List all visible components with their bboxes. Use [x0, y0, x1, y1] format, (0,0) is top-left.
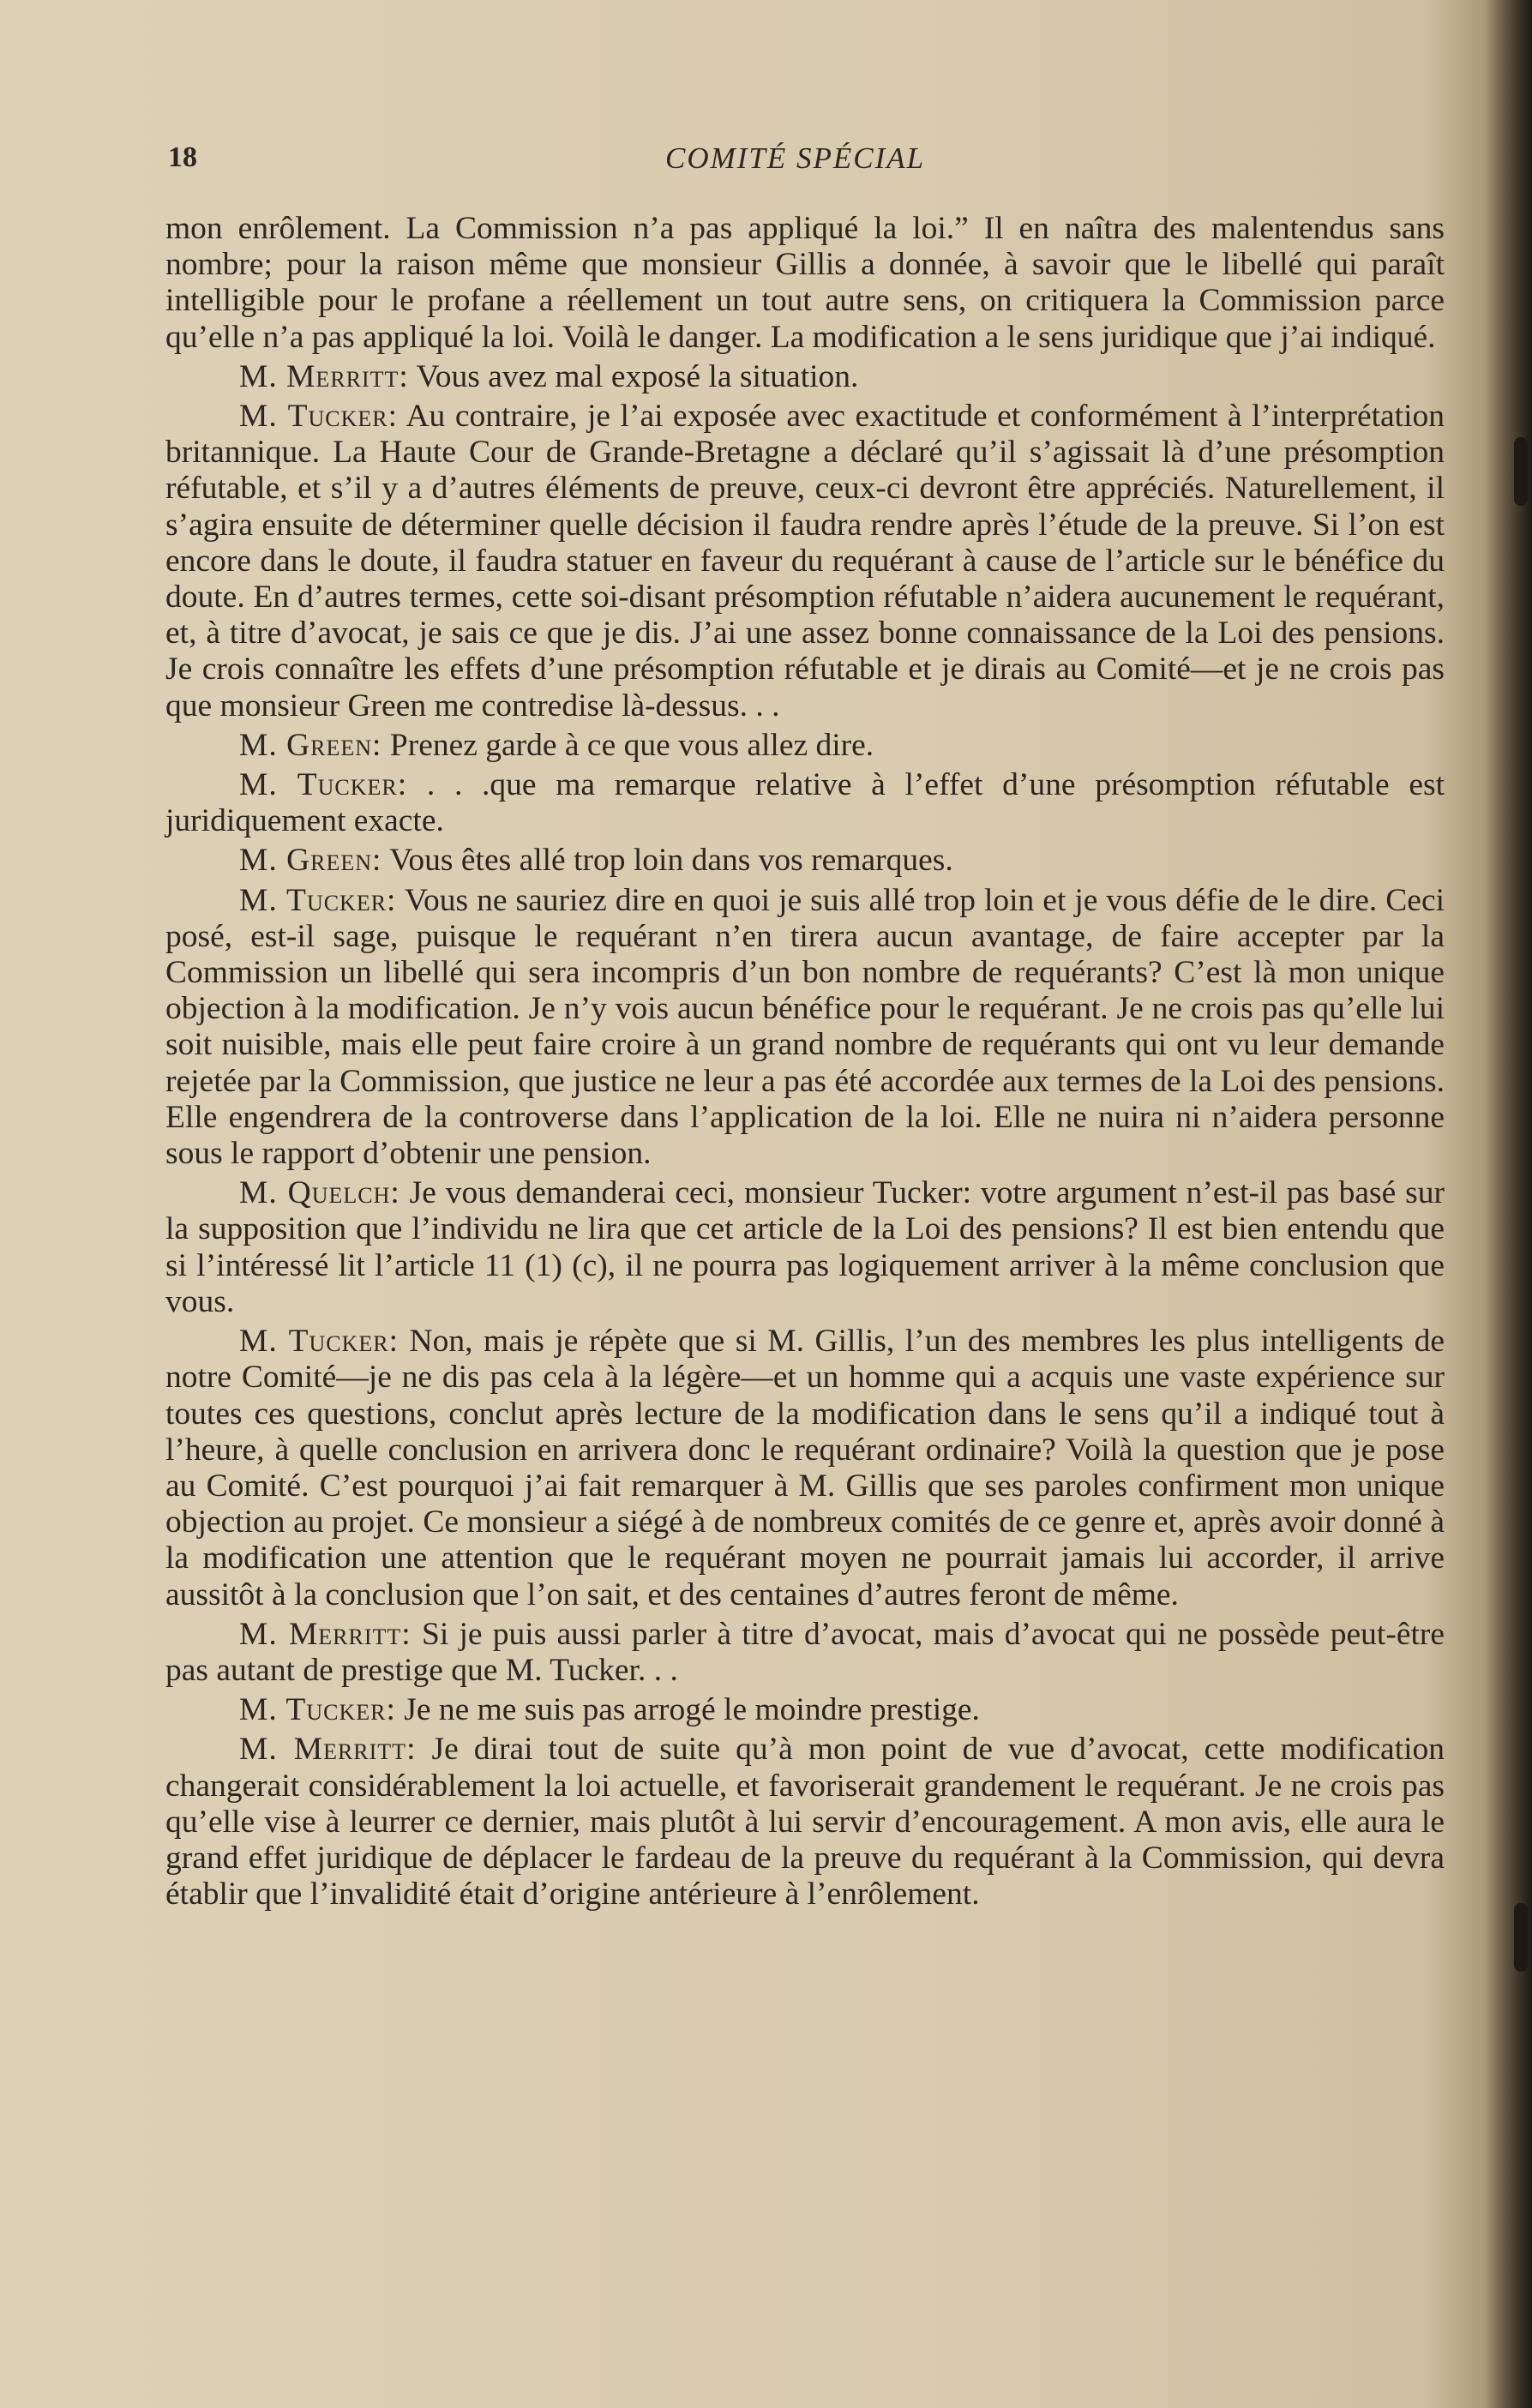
paragraph: [165, 211, 1445, 356]
paragraph: [165, 1175, 1445, 1320]
speaker-name: M. Tucker:: [239, 1692, 396, 1728]
paragraph: [165, 883, 1445, 1173]
paragraph-text: Si je puis aussi parler à titre d’avocat, mais d’avocat qui ne possède peut-être pas autant de prestige que M. Tucker. . .: [165, 1616, 1445, 1688]
speaker-name: M. Tucker:: [239, 399, 399, 435]
paragraph: [165, 359, 1445, 395]
body-text: [165, 211, 1445, 1916]
paragraph: [165, 1692, 1445, 1728]
paragraph-text: Vous êtes allé trop loin dans vos remarques.: [389, 843, 953, 879]
paragraph-text: Vous avez mal exposé la situation.: [416, 358, 859, 394]
speaker-name: M. Tucker:: [239, 1324, 400, 1360]
paragraph: [165, 1732, 1445, 1913]
binding-shadow: [1485, 0, 1532, 2408]
paragraph: [165, 1617, 1445, 1689]
paragraph-text: Vous ne sauriez dire en quoi je suis allé trop loin et je vous défie de le dire. Ceci posé, est-il sage, puisque le requérant n’en tirera aucun avantage, de faire accepter par la Commission un libellé qui sera incompris d’un bon nombre de requérants? C’est là mon unique objection à la modification. Je n’y vois aucun bénéfice pour le requérant. Je ne crois pas qu’elle lui soit nuisible, mais elle peut faire croire à un grand nombre de requérants qui ont vu leur demande rejetée par la Commission, que justice ne leur a pas été accordée aux termes de la Loi des pensions. Elle engendrera de la controverse dans l’application de la loi. Elle ne nuira ni n’aidera personne sous le rapport d’obtenir une pension.: [165, 882, 1445, 1172]
paragraph-text: Je ne me suis pas arrogé le moindre prestige.: [404, 1692, 980, 1728]
speaker-name: M. Quelch:: [239, 1175, 400, 1211]
speaker-name: M. Tucker:: [239, 767, 408, 803]
paragraph-text: Je dirai tout de suite qu’à mon point de vue d’avocat, cette modification changerait considérablement la loi actuelle, et favoriserait grandement le requérant. Je ne crois pas qu’elle vise à leurrer ce dernier, mais plutôt à lui servir d’encouragement. A mon avis, elle aura le grand effet juridique de déplacer le fardeau de la preuve du requérant à la Commission, qui devra établir que l’invalidité était d’origine antérieure à l’enrôlement.: [165, 1732, 1445, 1913]
speaker-name: M. Green:: [239, 727, 382, 763]
speaker-name: M. Tucker:: [239, 882, 397, 918]
paragraph-text: Non, mais je répète que si M. Gillis, l’un des membres les plus intelligents de notre Comité—je ne dis pas cela à la légère—et un homme qui a acquis une vaste expérience sur toutes ces questions, conclut après lecture de la modification dans le sens qu’il a indiqué tout à l’heure, à quelle conclusion en arrivera donc le requérant ordinaire? Voilà la question que je pose au Comité. C’est pourquoi j’ai fait remarquer à M. Gillis que ses paroles confirment mon unique objection au projet. Ce monsieur a siégé à de nombreux comités de ce genre et, après avoir donné à la modification une attention que le requérant moyen ne pourrait jamais lui accorder, il arrive aussitôt à la conclusion que l’on sait, et des centaines d’autres feront de même.: [165, 1324, 1445, 1612]
binding-hole: [1514, 1903, 1528, 1972]
paragraph-text: . . .que ma remarque relative à l’effet d’une présomption réfutable est juridiquement exacte.: [165, 767, 1445, 839]
speaker-name: M. Merritt:: [239, 1616, 412, 1652]
paragraph: [165, 1324, 1445, 1613]
speaker-name: M. Merritt:: [239, 1732, 417, 1768]
paragraph-text: mon enrôlement. La Commission n’a pas appliqué la loi.” Il en naîtra des malentendus sans nombre; pour la raison même que monsieur Gillis a donnée, à savoir que le libellé qui paraît intelligible pour le profane a réellement un tout autre sens, on critiquera la Commission parce qu’elle n’a pas appliqué la loi. Voilà le danger. La modification a le sens juridique que j’ai indiqué.: [165, 211, 1445, 355]
paragraph-text: Je vous demanderai ceci, monsieur Tucker: votre argument n’est-il pas basé sur la supposition que l’individu ne lira que cet article de la Loi des pensions? Il est bien entendu que si l’intéressé lit l’article 11 (1) (c), il ne pourra pas logiquement arriver à la même conclusion que vous.: [165, 1175, 1445, 1319]
page-header: [168, 141, 1454, 184]
paragraph: [165, 843, 1445, 879]
paragraph: [165, 728, 1445, 764]
page-number: 18: [168, 141, 197, 173]
speaker-name: M. Merritt:: [239, 358, 409, 394]
speaker-name: M. Green:: [239, 843, 382, 879]
paragraph: [165, 399, 1445, 724]
binding-hole: [1514, 437, 1528, 506]
paragraph-text: Prenez garde à ce que vous allez dire.: [389, 727, 874, 763]
paragraph-text: Au contraire, je l’ai exposée avec exactitude et conformément à l’interprétation britannique. La Haute Cour de Grande-Bretagne a déclaré qu’il s’agissait là d’une présomption réfutable, et s’il y a d’autres éléments de preuve, ceux-ci devront être appréciés. Naturellement, il s’agira ensuite de déterminer quelle décision il faudra rendre après l’étude de la preuve. Si l’on est encore dans le doute, il faudra statuer en faveur du requérant à cause de l’article sur le bénéfice du doute. En d’autres termes, cette soi-disant présomption réfutable n’aidera aucunement le requérant, et, à titre d’avocat, je sais ce que je dis. J’ai une assez bonne connaissance de la Loi des pensions. Je crois connaître les effets d’une présomption réfutable et je dirais au Comité—et je ne crois pas que monsieur Green me contredise là-dessus. . .: [165, 399, 1445, 724]
running-title: COMITÉ SPÉCIAL: [665, 141, 926, 175]
paragraph: [165, 767, 1445, 839]
